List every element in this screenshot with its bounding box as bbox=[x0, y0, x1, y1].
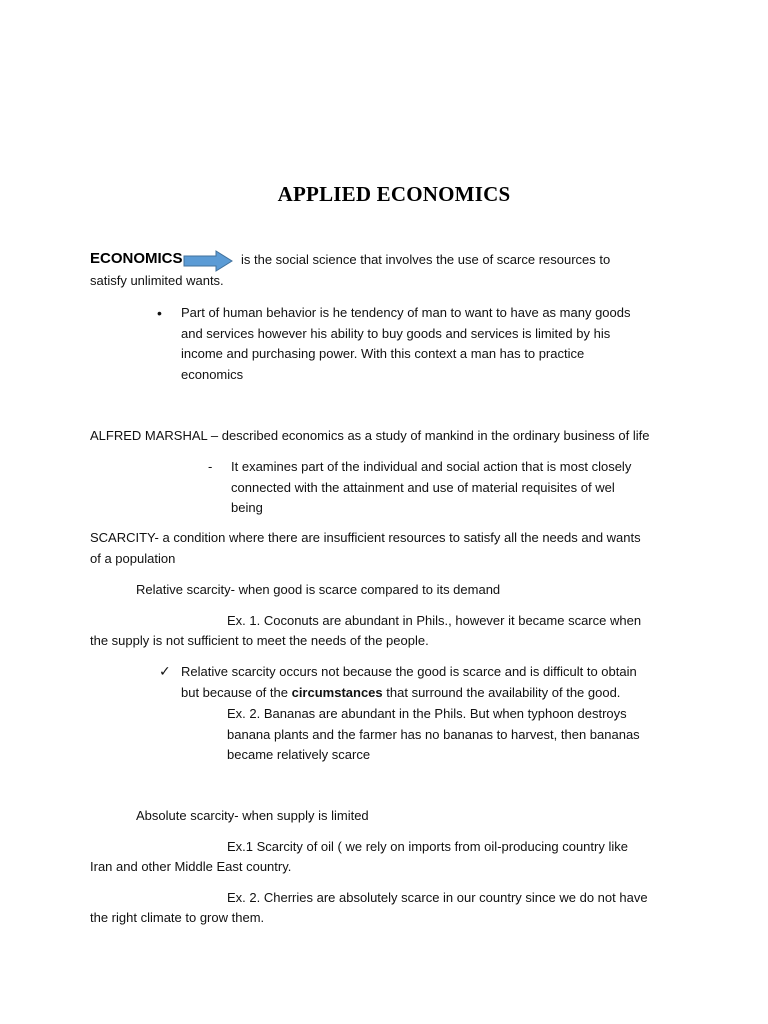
dash-marker: - bbox=[208, 459, 213, 474]
bullet-marker: • bbox=[157, 305, 162, 321]
checkmark-icon: ✓ bbox=[159, 663, 171, 679]
scarcity-line: of a population bbox=[90, 550, 176, 566]
bullet-line: Part of human behavior is he tendency of man to want to have as many goods bbox=[181, 305, 631, 320]
bullet-line: and services however his ability to buy goods and services is limited by his bbox=[181, 325, 611, 341]
example-2-line: Ex. 2. Bananas are abundant in the Phils. But when typhoon destroys bbox=[227, 706, 627, 721]
scarcity-definition bbox=[90, 528, 690, 569]
economics-term: ECONOMICS bbox=[90, 250, 183, 267]
definition-line-1: is the social science that involves the use of scarce resources to bbox=[241, 252, 611, 267]
absolute-example-2-line-2: the right climate to grow them. bbox=[90, 910, 265, 925]
right-arrow-icon bbox=[183, 250, 233, 272]
absolute-scarcity-heading: Absolute scarcity- when supply is limited bbox=[136, 808, 369, 823]
relative-scarcity-heading: Relative scarcity- when good is scarce compared to its demand bbox=[136, 582, 501, 597]
relative-example-1-line-1: Ex. 1. Coconuts are abundant in Phils., however it became scarce when bbox=[227, 613, 642, 628]
marshal-detail bbox=[231, 457, 691, 519]
absolute-example-2-line-1: Ex. 2. Cherries are absolutely scarce in our country since we do not have bbox=[227, 890, 648, 905]
circumstances-emphasis: circumstances bbox=[291, 685, 383, 700]
check-text-post: that surround the availability of the good. bbox=[382, 685, 621, 700]
marshal-line: being bbox=[231, 500, 263, 515]
relative-check-line-1: Relative scarcity occurs not because the good is scarce and is difficult to obtain bbox=[181, 664, 637, 679]
page-title: APPLIED ECONOMICS bbox=[277, 182, 511, 206]
absolute-example-1-line-1: Ex.1 Scarcity of oil ( we rely on imports from oil-producing country like bbox=[227, 839, 628, 854]
example-2-line: banana plants and the farmer has no bananas to harvest, then bananas bbox=[227, 726, 640, 742]
marshal-line: It examines part of the individual and social action that is most closely bbox=[231, 459, 632, 474]
example-2-line: became relatively scarce bbox=[227, 747, 371, 762]
relative-example-2 bbox=[227, 704, 687, 766]
bullet-line: income and purchasing power. With this context a man has to practice bbox=[181, 346, 585, 361]
absolute-example-1-line-2: Iran and other Middle East country. bbox=[90, 859, 292, 874]
relative-check-line-2 bbox=[181, 683, 620, 704]
relative-example-1-line-2: the supply is not sufficient to meet the needs of the people. bbox=[90, 633, 429, 648]
marshal-definition: ALFRED MARSHAL – described economics as a study of mankind in the ordinary business of life bbox=[90, 428, 650, 443]
definition-line-2: satisfy unlimited wants. bbox=[90, 273, 224, 288]
bullet-paragraph bbox=[181, 303, 701, 385]
bullet-line: economics bbox=[181, 366, 244, 382]
check-text-pre: but because of the bbox=[181, 685, 292, 700]
marshal-line: connected with the attainment and use of material requisites of wel bbox=[231, 479, 615, 495]
scarcity-line: SCARCITY- a condition where there are insufficient resources to satisfy all the needs and wants bbox=[90, 530, 641, 545]
